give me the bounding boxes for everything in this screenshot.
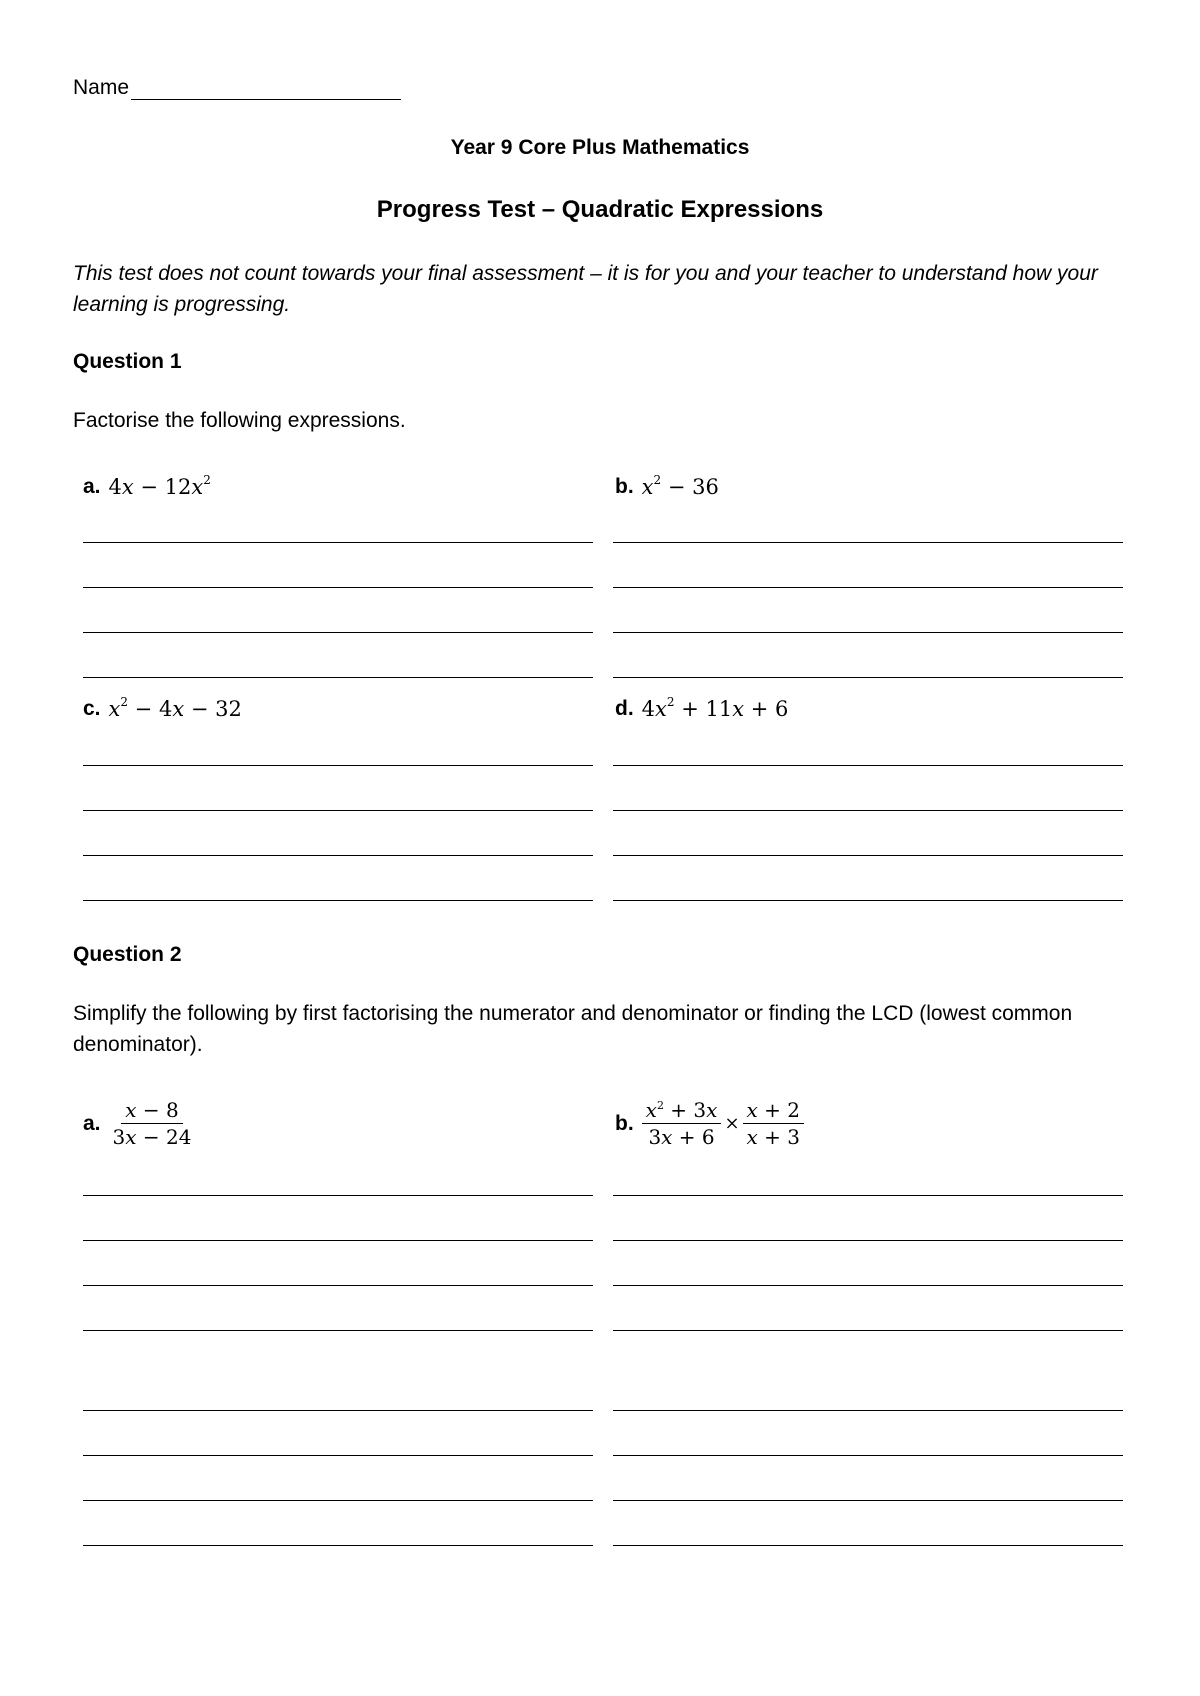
- answer-line[interactable]: [613, 1455, 1123, 1456]
- answer-line[interactable]: [613, 1545, 1123, 1546]
- answer-line[interactable]: [83, 632, 593, 633]
- course-title: Year 9 Core Plus Mathematics: [450, 136, 750, 159]
- answer-line[interactable]: [613, 1410, 1123, 1411]
- numerator: x + 2: [743, 1097, 804, 1124]
- part-label: b.: [615, 475, 634, 498]
- denominator: x + 3: [746, 1125, 801, 1149]
- question-1d: [615, 697, 788, 721]
- fraction-2b-right: [743, 1097, 804, 1150]
- part-label: c.: [83, 697, 101, 720]
- part-label: d.: [615, 697, 634, 720]
- answer-line[interactable]: [83, 1500, 593, 1501]
- answer-line[interactable]: [613, 587, 1123, 588]
- answer-line[interactable]: [83, 1285, 593, 1286]
- answer-line[interactable]: [613, 855, 1123, 856]
- question-1a: [83, 475, 211, 499]
- numerator: x − 8: [121, 1097, 182, 1124]
- answer-line[interactable]: [83, 855, 593, 856]
- answer-line[interactable]: [613, 900, 1123, 901]
- question-1c: [83, 697, 242, 721]
- question-1b: [615, 475, 719, 499]
- page-title: Progress Test – Quadratic Expressions: [376, 196, 824, 223]
- answer-line[interactable]: [83, 1410, 593, 1411]
- times-operator: ×: [724, 1113, 740, 1134]
- answer-line[interactable]: [83, 810, 593, 811]
- answer-line[interactable]: [83, 1455, 593, 1456]
- answer-line[interactable]: [613, 1500, 1123, 1501]
- answer-line[interactable]: [613, 1195, 1123, 1196]
- answer-line[interactable]: [613, 1285, 1123, 1286]
- answer-line[interactable]: [613, 810, 1123, 811]
- expression-1d: $4x^2 + 11x + 6$: [641, 695, 789, 721]
- answer-line[interactable]: [83, 542, 593, 543]
- part-label: a.: [83, 475, 101, 498]
- answer-line[interactable]: [83, 677, 593, 678]
- name-field[interactable]: [73, 76, 401, 100]
- denominator: 3x + 6: [648, 1125, 715, 1149]
- question-2-instruction: Simplify the following by first factorising the numerator and denominator or finding the LCD (lowest common denominator).: [73, 1002, 1073, 1056]
- answer-line[interactable]: [83, 1545, 593, 1546]
- question-1-heading: Question 1: [73, 350, 182, 373]
- part-label: a.: [83, 1111, 101, 1135]
- answer-line[interactable]: [83, 587, 593, 588]
- answer-line[interactable]: [83, 765, 593, 766]
- numerator: $x^2 + 3x$: [642, 1097, 722, 1124]
- answer-line[interactable]: [83, 1195, 593, 1196]
- name-label: Name: [73, 76, 130, 99]
- part-label: b.: [615, 1111, 634, 1135]
- answer-line[interactable]: [613, 765, 1123, 766]
- expression-1c: $x^2 - 4x - 32$: [108, 695, 242, 721]
- answer-line[interactable]: [613, 632, 1123, 633]
- question-2a: [83, 1097, 195, 1150]
- answer-line[interactable]: [613, 677, 1123, 678]
- name-blank-line[interactable]: [131, 79, 401, 100]
- denominator: 3x − 24: [112, 1125, 192, 1149]
- fraction-2a: [109, 1097, 196, 1150]
- question-2-heading: Question 2: [73, 943, 182, 966]
- fraction-2b-left: [642, 1097, 722, 1150]
- expression-1b: $x^2 - 36$: [641, 473, 719, 499]
- answer-line[interactable]: [83, 1330, 593, 1331]
- answer-line[interactable]: [83, 1240, 593, 1241]
- intro-text: This test does not count towards your final assessment – it is for you and your teacher to understand how your learning is progressing.: [73, 262, 1098, 316]
- question-1-instruction: Factorise the following expressions.: [73, 409, 406, 432]
- answer-line[interactable]: [613, 542, 1123, 543]
- answer-line[interactable]: [613, 1240, 1123, 1241]
- question-2b: [615, 1097, 804, 1150]
- answer-line[interactable]: [83, 900, 593, 901]
- expression-1a: $4x - 12x^2$: [108, 473, 211, 499]
- answer-line[interactable]: [613, 1330, 1123, 1331]
